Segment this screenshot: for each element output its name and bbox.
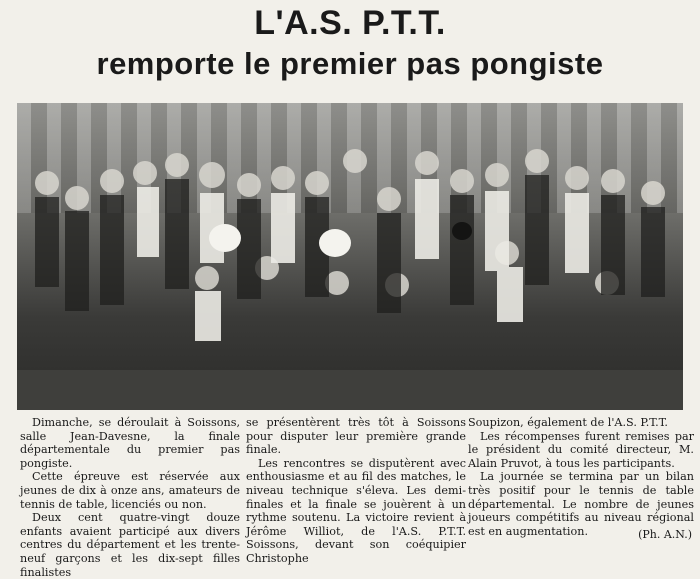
paragraph: Deux cent quatre-vingt douze enfants avaient participé aux divers centres du département et les trente-neuf garçons et les dix-sept filles finalistes — [20, 511, 240, 579]
headline-line-1: L'A.S. P.T.T. — [254, 4, 446, 42]
paragraph: se présentèrent très tôt à Soissons pour disputer leur première grande finale. — [246, 416, 466, 457]
paragraph: Dimanche, se déroulait à Soissons, salle Jean-Davesne, la finale départementale du premier pas pongiste. — [20, 416, 240, 470]
paragraph: Les récompenses furent remises par le président du comité directeur, M. Alain Pruvot, à tous les participants. — [468, 429, 694, 470]
paragraph: Soupizon, également de l'A.S. P.T.T. — [468, 416, 668, 429]
paragraph: Les rencontres se disputèrent avec enthousiasme et au fil des matches, le niveau technique s'éleva. Les demi-finales et la finale se jouèrent à un rythme soutenu. La victoire revient à Jérôme Williot, de l'A.S. P.T.T. Soissons, devant son coéquipier Christophe — [246, 456, 466, 565]
group-photo-icon — [17, 103, 683, 410]
paragraph: Cette épreuve est réservée aux jeunes de dix à onze ans, amateurs de tennis de table, licenciés ou non. — [20, 470, 240, 511]
headline-line-2: remporte le premier pas pongiste — [96, 46, 604, 81]
article-column-2 — [246, 416, 466, 566]
article-column-1 — [20, 416, 240, 579]
paragraph: La journée se termina par un bilan très positif pour le tennis de table départemental. Le nombre de jeunes joueurs compétitifs au niveau régional est en augmentation. — [468, 470, 694, 538]
article-column-3 — [468, 416, 694, 538]
photo-credit: (Ph. A.N.) — [638, 528, 692, 541]
group-photo — [17, 103, 683, 410]
